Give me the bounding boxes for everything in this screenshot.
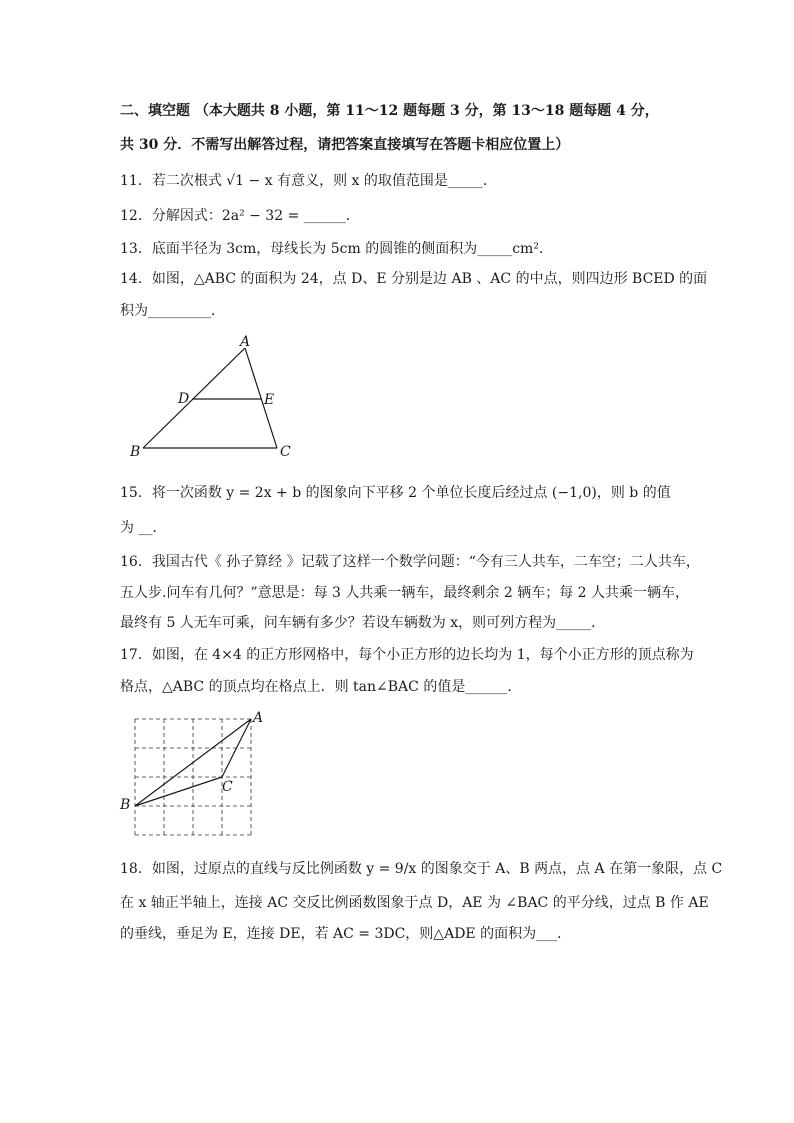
question-17-line1: 17．如图，在 4×4 的正方形网格中，每个小正方形的边长均为 1，每个小正方形的顶点称为 <box>120 647 694 663</box>
section-title-line2: 共 30 分．不需写出解答过程，请把答案直接填写在答题卡相应位置上） <box>120 137 570 153</box>
grid-figure <box>115 705 275 840</box>
question-16-line3: 最终有 5 人无车可乘，问车辆有多少？若设车辆数为 x，则可列方程为_____． <box>120 615 606 631</box>
label-e: E <box>264 392 275 408</box>
question-17-line2: 格点，△ABC 的顶点均在格点上．则 tan∠BAC 的值是______． <box>120 679 522 695</box>
question-15-line1: 15．将一次函数 y = 2x + b 的图象向下平移 2 个单位长度后经过点 (−1,0)，则 b 的值 <box>120 485 671 501</box>
side-ab <box>143 348 245 448</box>
question-13: 13．底面半径为 3cm，母线长为 5cm 的圆锥的侧面积为_____cm²． <box>120 241 553 257</box>
question-16-line2: 五人步.问车有几何？”意思是：每 3 人共乘一辆车，最终剩余 2 辆车；每 2 人共乘一辆车， <box>120 585 690 601</box>
question-15-line2: 为 __． <box>120 520 167 536</box>
question-18-line2: 在 x 轴正半轴上，连接 AC 交反比例函数图象于点 D，AE 为 ∠BAC 的平分线，过点 B 作 AE <box>120 895 709 911</box>
triangle-figure <box>120 330 310 465</box>
segment-bc <box>135 777 222 806</box>
label-c: C <box>280 444 291 460</box>
question-11: 11．若二次根式 √1 − x 有意义，则 x 的取值范围是_____． <box>120 173 497 189</box>
grid-label-b: B <box>120 797 131 813</box>
question-14-line2: 积为_________． <box>120 303 225 319</box>
question-18-line1: 18．如图，过原点的直线与反比例函数 y = 9/x 的图象交于 A、B 两点，点 A 在第一象限，点 C <box>120 861 723 877</box>
question-16-line1: 16．我国古代《 孙子算经 》记载了这样一个数学问题：“今有三人共车，二车空；二人共车， <box>120 554 700 570</box>
question-14-line1: 14．如图，△ABC 的面积为 24，点 D、E 分别是边 AB 、AC 的中点，则四边形 BCED 的面 <box>120 271 708 287</box>
question-18-line3: 的垂线，垂足为 E，连接 DE，若 AC = 3DC，则△ADE 的面积为___． <box>120 926 572 942</box>
section-title-line1: 二、填空题 （本大题共 8 小题，第 11～12 题每题 3 分，第 13～18 题每题 4 分， <box>120 103 659 119</box>
grid-label-c: C <box>222 779 233 795</box>
question-12: 12．分解因式：2a² − 32 = ______． <box>120 208 360 224</box>
label-b: B <box>130 444 141 460</box>
grid-label-a: A <box>253 710 264 726</box>
label-d: D <box>178 391 190 407</box>
label-a: A <box>240 334 251 350</box>
